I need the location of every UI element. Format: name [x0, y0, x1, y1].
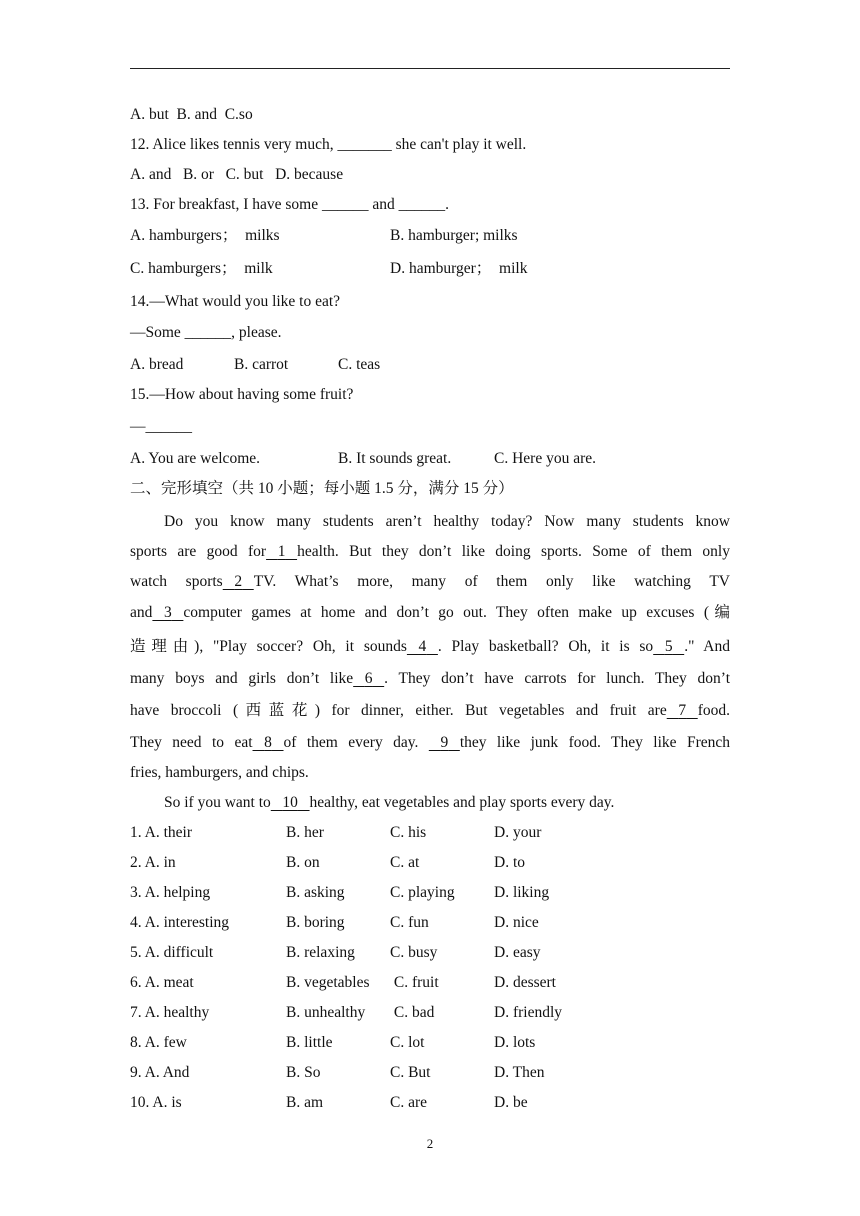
cloze-option: C. busy: [390, 944, 438, 961]
cloze-option: D. lots: [494, 1034, 536, 1051]
cloze-option: 5. A. difficult: [130, 944, 214, 961]
cloze-option: D. friendly: [494, 1004, 563, 1021]
passage-line: have broccoli (西蓝花) for dinner, either. But vegetables and fruit are 7 food.: [130, 702, 730, 719]
passage-line: sports are good for 1 health. But they don’t like doing sports. Some of them only: [130, 543, 730, 560]
cloze-option: 3. A. helping: [130, 884, 211, 901]
cloze-option: D. dessert: [494, 974, 556, 991]
cloze-option: 1. A. their: [130, 824, 192, 841]
cloze-option: B. So: [286, 1064, 321, 1081]
blank-8: 8: [264, 734, 272, 751]
cloze-option: D. to: [494, 854, 525, 871]
cloze-option: C. But: [390, 1064, 431, 1081]
cloze-option: D. liking: [494, 884, 550, 901]
q13-option-d: D. hamburger； milk: [390, 260, 528, 277]
q14-option-a: A. bread: [130, 356, 184, 373]
header-rule: [130, 68, 730, 69]
cloze-option: 7. A. healthy: [130, 1004, 210, 1021]
passage-line: and 3 computer games at home and don’t go out. They often make up excuses (编: [130, 604, 730, 621]
cloze-option: 4. A. interesting: [130, 914, 230, 931]
q15-option-b: B. It sounds great.: [338, 450, 452, 467]
cloze-option: B. unhealthy: [286, 1004, 366, 1021]
cloze-option: D. your: [494, 824, 542, 841]
cloze-option: C. his: [390, 824, 427, 841]
q12-options: A. and B. or C. but D. because: [130, 166, 344, 183]
cloze-option: B. on: [286, 854, 320, 871]
cloze-option: C. bad: [390, 1004, 435, 1021]
q15-reply: —______: [130, 418, 192, 435]
section-heading: 二、完形填空（共 10 小题；每小题 1.5 分，满分 15 分）: [130, 480, 514, 497]
cloze-option: D. be: [494, 1094, 528, 1111]
cloze-option: 9. A. And: [130, 1064, 190, 1081]
q14-reply: —Some ______, please.: [130, 324, 282, 341]
q15-option-a: A. You are welcome.: [130, 450, 261, 467]
q14-stem: 14.—What would you like to eat?: [130, 293, 341, 310]
passage-line: Do you know many students aren’t healthy today? Now many students know: [164, 513, 730, 530]
q13-option-a: A. hamburgers； milks: [130, 227, 280, 244]
blank-4: 4: [418, 638, 427, 655]
cloze-option: D. nice: [494, 914, 539, 931]
blank-6: 6: [364, 670, 373, 687]
q13-option-c: C. hamburgers； milk: [130, 260, 273, 277]
cloze-option: B. little: [286, 1034, 333, 1051]
q14-option-c: C. teas: [338, 356, 381, 373]
cloze-option: D. easy: [494, 944, 541, 961]
q12-stem: 12. Alice likes tennis very much, _______ she can't play it well.: [130, 136, 527, 153]
cloze-option: 6. A. meat: [130, 974, 194, 991]
cloze-option: B. asking: [286, 884, 345, 901]
passage-line: 造理由), "Play soccer? Oh, it sounds 4 . Play basketball? Oh, it is so 5 ." And: [130, 638, 730, 655]
q15-stem: 15.—How about having some fruit?: [130, 386, 354, 403]
cloze-option: B. relaxing: [286, 944, 355, 961]
blank-5: 5: [664, 638, 673, 655]
passage-line: many boys and girls don’t like 6 . They don’t have carrots for lunch. They don’t: [130, 670, 730, 687]
blank-9: 9: [440, 734, 449, 751]
cloze-option: C. fruit: [390, 974, 439, 991]
blank-7: 7: [678, 702, 687, 719]
blank-2: 2: [234, 573, 243, 590]
page-number: 2: [426, 1136, 434, 1151]
cloze-option: 8. A. few: [130, 1034, 187, 1051]
q14-option-b: B. carrot: [234, 356, 289, 373]
blank-1: 1: [277, 543, 286, 560]
blank-10: 10: [282, 794, 298, 811]
cloze-option: B. her: [286, 824, 324, 841]
cloze-option: C. are: [390, 1094, 428, 1111]
cloze-option: B. vegetables: [286, 974, 370, 991]
cloze-option: D. Then: [494, 1064, 545, 1081]
cloze-option: 10. A. is: [130, 1094, 182, 1111]
passage-line: They need to eat 8 of them every day. 9 they like junk food. They like French: [130, 734, 731, 751]
q13-stem: 13. For breakfast, I have some ______ and ______.: [130, 196, 449, 213]
blank-3: 3: [164, 604, 172, 621]
q11-options: A. but B. and C.so: [130, 106, 253, 123]
passage-line: watch sports 2 TV. What’s more, many of them only like watching TV: [130, 573, 730, 590]
q13-option-b: B. hamburger; milks: [390, 227, 518, 244]
cloze-option: 2. A. in: [130, 854, 176, 871]
cloze-option: C. lot: [390, 1034, 425, 1051]
cloze-option: C. playing: [390, 884, 455, 901]
q15-option-c: C. Here you are.: [494, 450, 596, 467]
passage-line: fries, hamburgers, and chips.: [130, 764, 309, 781]
cloze-option: C. at: [390, 854, 420, 871]
cloze-option: B. am: [286, 1094, 324, 1111]
passage-line: So if you want to 10 healthy, eat vegetables and play sports every day.: [164, 794, 615, 811]
cloze-option: B. boring: [286, 914, 345, 931]
cloze-option: C. fun: [390, 914, 429, 931]
